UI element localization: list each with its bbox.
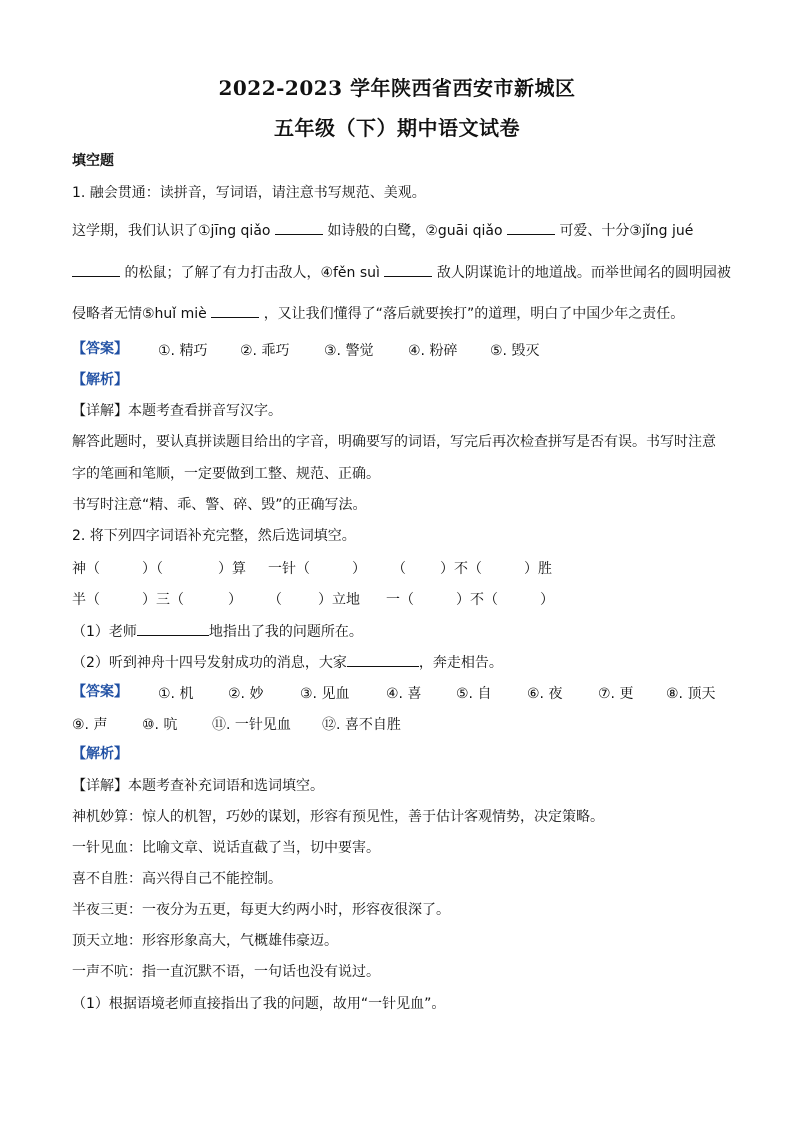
q2-text: （1）老师 bbox=[72, 624, 137, 640]
q2-answer-1: ①. 机 bbox=[158, 686, 194, 702]
q2-explanation: 一针见血：比喻文章、说话直截了当，切中要害。 bbox=[72, 840, 380, 856]
q2-word-cell: （ bbox=[268, 592, 282, 608]
q1-text: ，又让我们懂得了“落后就要挨打”的道理，明白了中国少年之责任。 bbox=[263, 306, 685, 322]
q2-word-cell: 一（ bbox=[386, 592, 414, 608]
q1-text: 敌人阴谋诡计的地道战。而举世闻名的圆明园被 bbox=[436, 265, 731, 281]
q2-sentence-2 bbox=[72, 652, 503, 672]
section-heading: 填空题 bbox=[72, 153, 114, 169]
q2-text: （2）听到神舟十四号发射成功的消息，大家 bbox=[72, 655, 347, 671]
q2-word-cell: ） bbox=[352, 561, 366, 577]
q2-answer-10: ⑩. 吭 bbox=[142, 717, 178, 733]
q1-paragraph-line2 bbox=[72, 262, 731, 282]
q2-word-cell: ）立地 bbox=[318, 592, 360, 608]
q2-word-cell: ）三（ bbox=[142, 592, 184, 608]
q2-answer-8: ⑧. 顶天 bbox=[666, 686, 716, 702]
q2-explanation: 半夜三更：一夜分为五更，每更大约两小时，形容夜很深了。 bbox=[72, 902, 450, 918]
q1-answer-4: ④. 粉碎 bbox=[408, 343, 458, 359]
q2-word-cell: ）不（ bbox=[440, 561, 482, 577]
q2-sentence-1 bbox=[72, 621, 363, 641]
answer-blank bbox=[137, 621, 209, 636]
q2-answer-3: ③. 见血 bbox=[300, 686, 350, 702]
q2-word-cell: ）（ bbox=[142, 561, 163, 577]
q2-answer-4: ④. 喜 bbox=[386, 686, 422, 702]
q2-text: 地指出了我的问题所在。 bbox=[208, 624, 363, 640]
q2-detail: 【详解】本题考查补充词语和选词填空。 bbox=[72, 778, 324, 794]
q1-explanation-2: 字的笔画和笔顺，一定要做到工整、规范、正确。 bbox=[72, 466, 380, 482]
q1-text: 这学期，我们认识了①jīng qiǎo bbox=[72, 223, 271, 239]
exam-title-line2: 五年级（下）期中语文试卷 bbox=[274, 116, 520, 140]
q1-paragraph-line3 bbox=[72, 303, 684, 323]
answer-blank bbox=[72, 262, 120, 277]
q2-explanation: 喜不自胜：高兴得自己不能控制。 bbox=[72, 871, 282, 887]
q2-word-cell: ） bbox=[228, 592, 242, 608]
q2-word-cell: 神（ bbox=[72, 561, 100, 577]
q2-text: ，奔走相告。 bbox=[418, 655, 503, 671]
q2-explanation: （1）根据语境老师直接指出了我的问题，故用“一针见血”。 bbox=[72, 996, 446, 1012]
answer-blank bbox=[507, 220, 555, 235]
q2-explanation: 神机妙算：惊人的机智，巧妙的谋划，形容有预见性，善于估计客观情势，决定策略。 bbox=[72, 809, 604, 825]
q2-stem: 2. 将下列四字词语补充完整，然后选词填空。 bbox=[72, 528, 356, 544]
answer-blank bbox=[211, 303, 259, 318]
q2-word-cell: ）不（ bbox=[456, 592, 498, 608]
q1-text: 侵略者无情⑤huǐ miè bbox=[72, 306, 207, 322]
answer-blank bbox=[347, 652, 419, 667]
q2-word-cell: ） bbox=[540, 592, 554, 608]
q1-text: 可爱、十分③jǐng jué bbox=[559, 223, 694, 239]
q2-word-cell: 一针（ bbox=[268, 561, 310, 577]
q2-answer-9: ⑨. 声 bbox=[72, 717, 108, 733]
q2-answer-6: ⑥. 夜 bbox=[527, 686, 563, 702]
q1-stem: 1. 融会贯通：读拼音，写词语，请注意书写规范、美观。 bbox=[72, 185, 426, 201]
q2-answer-label: 【答案】 bbox=[72, 684, 128, 700]
q2-word-cell: （ bbox=[392, 561, 406, 577]
q2-answer-7: ⑦. 更 bbox=[598, 686, 634, 702]
q2-answer-2: ②. 妙 bbox=[228, 686, 264, 702]
q1-answer-3: ③. 警觉 bbox=[324, 343, 374, 359]
q1-answer-1: ①. 精巧 bbox=[158, 343, 208, 359]
q2-answer-11: ⑪. 一针见血 bbox=[212, 717, 291, 733]
q1-paragraph-line1 bbox=[72, 220, 693, 240]
exam-title-line1: 2022-2023 学年陕西省西安市新城区 bbox=[218, 76, 576, 100]
q2-word-cell: ）胜 bbox=[524, 561, 552, 577]
q2-answer-5: ⑤. 自 bbox=[456, 686, 492, 702]
answer-blank bbox=[275, 220, 323, 235]
q2-answer-12: ⑫. 喜不自胜 bbox=[322, 717, 401, 733]
q2-analysis-label: 【解析】 bbox=[72, 746, 128, 762]
answer-blank bbox=[384, 262, 432, 277]
q1-answer-2: ②. 乖巧 bbox=[240, 343, 290, 359]
q2-word-cell: ）算 bbox=[218, 561, 246, 577]
q1-answer-label: 【答案】 bbox=[72, 341, 128, 357]
q1-detail: 【详解】本题考查看拼音写汉字。 bbox=[72, 403, 282, 419]
q2-word-cell: 半（ bbox=[72, 592, 100, 608]
q1-explanation-1: 解答此题时，要认真拼读题目给出的字音，明确要写的词语，写完后再次检查拼写是否有误。书写时注意 bbox=[72, 434, 716, 450]
q1-analysis-label: 【解析】 bbox=[72, 372, 128, 388]
q1-text: 如诗般的白鹭，②guāi qiǎo bbox=[327, 223, 503, 239]
q2-explanation: 顶天立地：形容形象高大，气概雄伟豪迈。 bbox=[72, 933, 338, 949]
q1-explanation-3: 书写时注意“精、乖、警、碎、毁”的正确写法。 bbox=[72, 497, 367, 513]
q2-explanation: 一声不吭：指一直沉默不语，一句话也没有说过。 bbox=[72, 964, 380, 980]
q1-text: 的松鼠；了解了有力打击敌人，④fěn suì bbox=[124, 265, 380, 281]
q1-answer-5: ⑤. 毁灭 bbox=[490, 343, 540, 359]
